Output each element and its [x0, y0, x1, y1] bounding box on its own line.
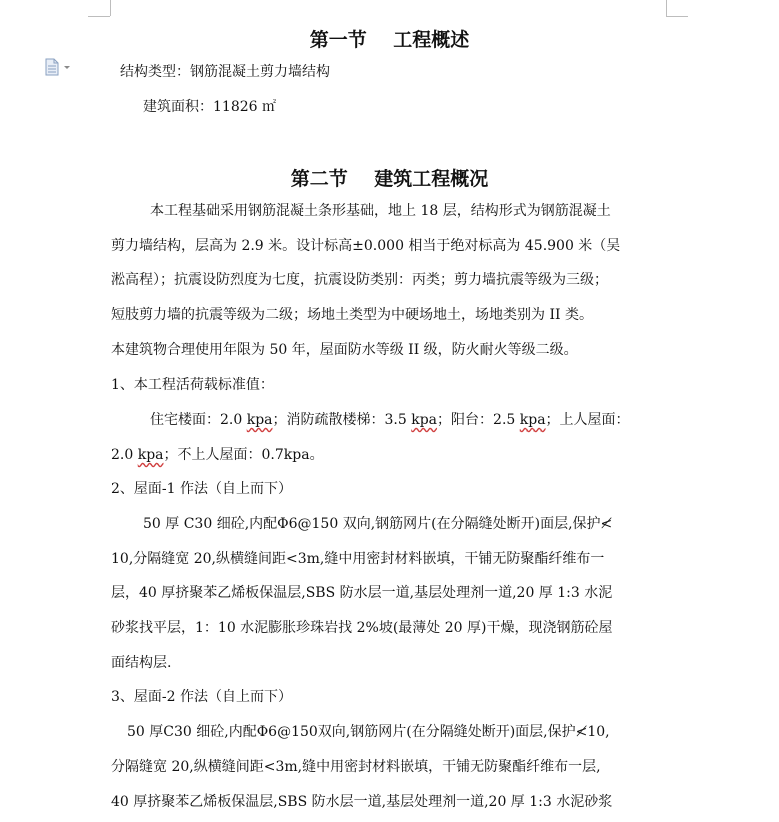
item-3-title: 3、屋面-2 作法（自上而下）: [111, 689, 292, 705]
spellcheck-word: kpa: [519, 412, 546, 428]
live-load-line-2: [111, 446, 324, 464]
roof-2-line-1: 50 厚C30 细砼,内配Φ6@150双向,钢筋网片(在分隔缝处断开)面层,保护≮10,: [127, 724, 610, 740]
crop-mark-top-right-vertical: [666, 0, 667, 16]
spellcheck-word: kpa: [411, 412, 438, 428]
text-segment: ；不上人屋面：0.7kpa。: [163, 447, 324, 463]
item-2-title: 2、屋面-1 作法（自上而下）: [111, 481, 292, 497]
live-load-line-1: [150, 411, 630, 429]
section-1-heading: 第一节 工程概述: [309, 29, 470, 51]
crop-mark-top-left-vertical: [110, 0, 111, 16]
building-area-line: 建筑面积：11826 ㎡: [143, 99, 276, 115]
text-segment: ；消防疏散楼梯：3.5: [272, 412, 412, 428]
text-segment: ；上人屋面：: [545, 412, 630, 428]
text-segment: 住宅楼面：2.0: [150, 412, 247, 428]
spellcheck-word: kpa: [137, 447, 164, 463]
roof-1-line-5: 面结构层.: [111, 655, 172, 671]
roof-1-line-2: 10,分隔缝宽 20,纵横缝间距<3m,缝中用密封材料嵌填，干铺无防聚酯纤维布一: [111, 551, 605, 567]
intro-line-4: 短肢剪力墙的抗震等级为二级；场地土类型为中硬场地土，场地类别为 II 类。: [111, 307, 593, 323]
roof-1-line-3: 层，40 厚挤聚苯乙烯板保温层,SBS 防水层一道,基层处理剂一道,20 厚 1:3 水泥: [111, 585, 613, 601]
structure-type-line: 结构类型：钢筋混凝土剪力墙结构: [120, 64, 330, 80]
text-segment: ；阳台：2.5: [437, 412, 520, 428]
roof-2-line-3: 40 厚挤聚苯乙烯板保温层,SBS 防水层一道,基层处理剂一道,20 厚 1:3 水泥砂浆: [111, 794, 613, 810]
intro-line-3: 淞高程）；抗震设防烈度为七度，抗震设防类别：丙类；剪力墙抗震等级为三级；: [111, 272, 608, 288]
crop-mark-top-left-horizontal: [88, 16, 110, 17]
roof-1-line-4: 砂浆找平层，1：10 水泥膨胀珍珠岩找 2%坡(最薄处 20 厚)干燥，现浇钢筋砼屋: [111, 620, 613, 636]
intro-line-1: 本工程基础采用钢筋混凝土条形基础，地上 18 层，结构形式为钢筋混凝土: [150, 203, 611, 219]
spellcheck-word: kpa: [246, 412, 273, 428]
roof-1-line-1: 50 厚 C30 细砼,内配Φ6@150 双向,钢筋网片(在分隔缝处断开)面层,保护≮: [143, 516, 613, 532]
roof-2-line-2: 分隔缝宽 20,纵横缝间距<3m,缝中用密封材料嵌填，干铺无防聚酯纤维布一层,: [111, 759, 601, 775]
item-1-title: 1、本工程活荷载标准值：: [111, 377, 274, 393]
crop-mark-top-right-horizontal: [666, 16, 688, 17]
intro-line-5: 本建筑物合理使用年限为 50 年，屋面防水等级 II 级，防火耐火等级二级。: [111, 342, 578, 358]
section-2-heading: 第二节 建筑工程概况: [290, 168, 489, 190]
text-segment: 2.0: [111, 447, 138, 463]
document-map-icon[interactable]: [44, 58, 72, 76]
intro-line-2: 剪力墙结构，层高为 2.9 米。设计标高±0.000 相当于绝对标高为 45.900 米（吴: [111, 238, 621, 254]
